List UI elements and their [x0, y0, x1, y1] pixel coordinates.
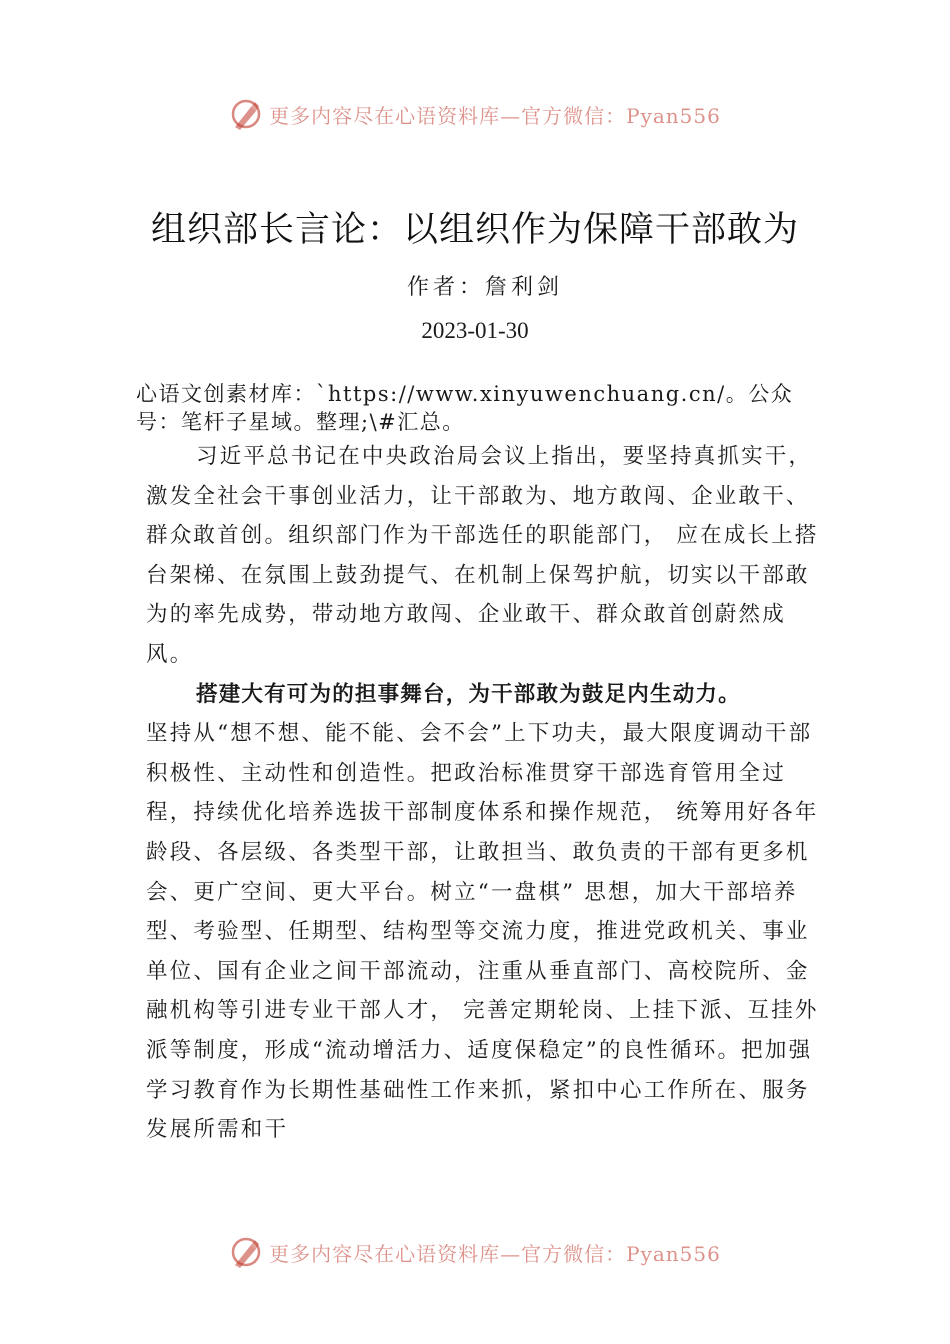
- banner-text: 更多内容尽在心语资料库—官方微信：Pyan556: [269, 103, 721, 128]
- publish-date: 2023-01-30: [421, 318, 529, 343]
- footer-banner: [0, 1232, 950, 1272]
- paragraph-2: 坚持从“想不想、能不能、会不会”上下功夫，最大限度调动干部积极性、主动性和创造性。把政治标准贯穿干部选育管用全过程，持续优化培养选拔干部制度体系和操作规范， 统筹用好各年龄段、各层级、各类型干部，让敢担当、敢负责的干部有更多机会、更广空间、更大平台。树立“一盘棋” 思想，加大干部培养型、考验型、任期型、结构型等交流力度，推进党政机关、事业单位、国有企业之间干部流动，注重从垂直部门、高校院所、金融机构等引进专业干部人才， 完善定期轮岗、上挂下派、互挂外派等制度，形成“流动增活力、适度保稳定”的良性循环。把加强学习教育作为长期性基础性工作来抓，紧扣中心工作所在、服务发展所需和干: [146, 721, 819, 1143]
- document-title: 组织部长言论：以组织作为保障干部敢为: [150, 210, 799, 250]
- pen-logo-icon: [229, 97, 263, 131]
- author-line: 作者：詹利剑: [406, 275, 563, 300]
- paragraph-1: 习近平总书记在中央政治局会议上指出，要坚持真抓实干，激发全社会干事创业活力，让干部敢为、地方敢闯、企业敢干、群众敢首创。组织部门作为干部选任的职能部门， 应在成长上搭台架梯、在氛围上鼓劲提气、在机制上保驾护航，切实以干部敢为的率先成势，带动地方敢闯、企业敢干、群众敢首创蔚然成风。: [146, 444, 819, 667]
- header-banner: [0, 94, 950, 134]
- section-heading-1: 搭建大有可为的担事舞台，为干部敢为鼓足内生动力。: [196, 681, 741, 707]
- article-body: [146, 437, 826, 1150]
- banner-text: 更多内容尽在心语资料库—官方微信：Pyan556: [269, 1241, 721, 1266]
- pen-logo-icon: [229, 1235, 263, 1269]
- source-note: 心语文创素材库：`https://www.xinyuwenchuang.cn/。公众号：笔杆子星域。整理;\#汇总。: [136, 382, 794, 434]
